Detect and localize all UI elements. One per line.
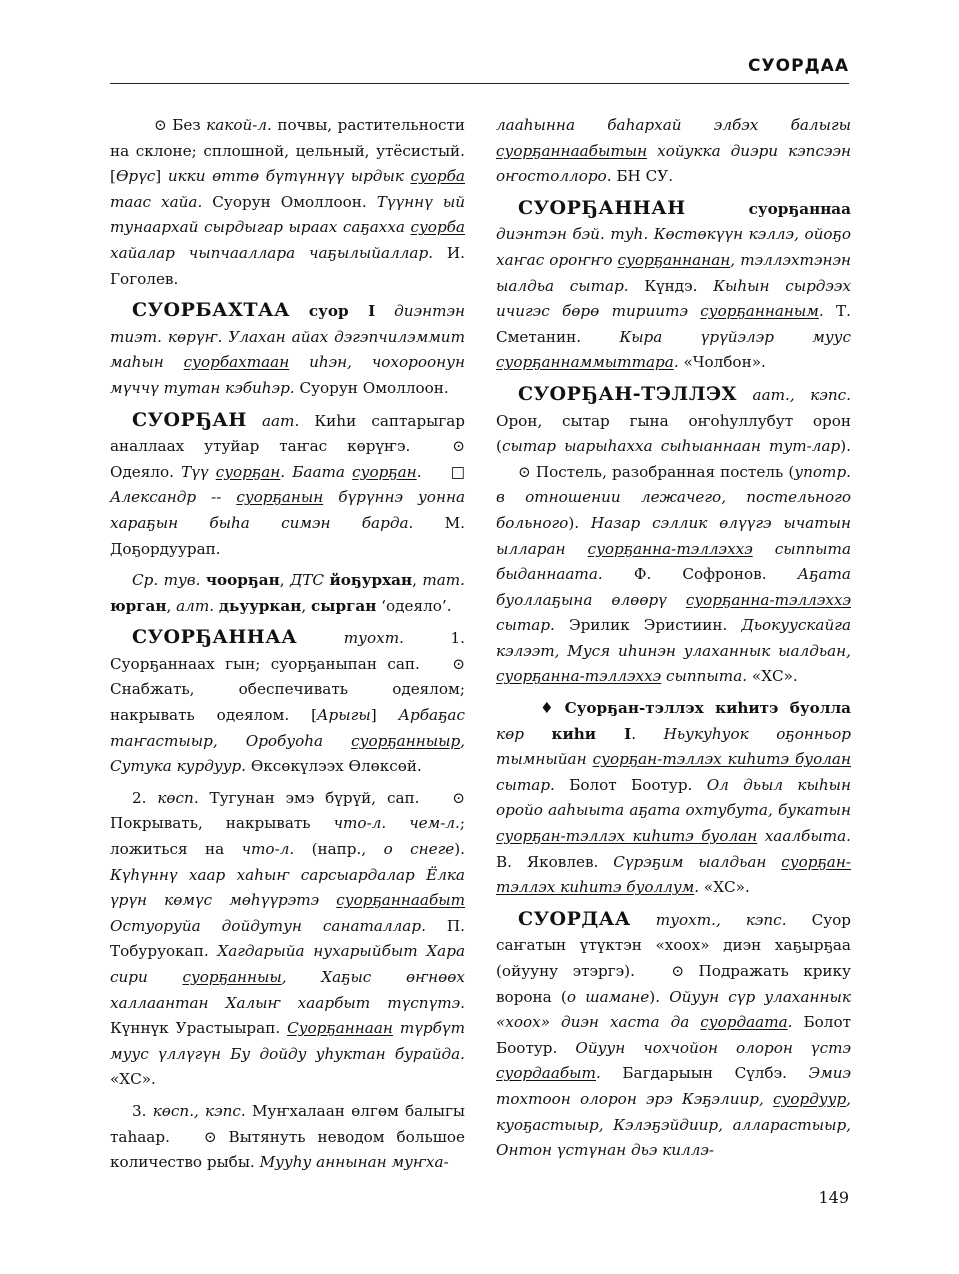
example-keyword-wrapper — [773, 1090, 846, 1108]
example-keyword-wrapper — [700, 1013, 787, 1031]
entry-text — [554, 699, 565, 717]
example-keyword: суорҕан — [215, 462, 281, 481]
italic-text: сытар. — [496, 775, 555, 794]
italic-text: что-л. чем-л. — [333, 814, 460, 833]
entry-text: ). — [568, 513, 591, 532]
entry-text: Т. Сметанин. — [496, 302, 851, 346]
example-keyword-wrapper — [184, 353, 290, 371]
italic-text: сыппыта. — [661, 667, 748, 686]
italic-text: Арыгы — [317, 706, 371, 725]
dictionary-entry — [110, 113, 465, 292]
entry-text: . — [631, 724, 664, 743]
italic-text: Ойуун сүр улаханнык «хоох» диэн хаста да — [496, 987, 851, 1032]
italic-text: тат. — [422, 571, 466, 590]
italic-text: Кыра үрүйэлэр муус — [619, 327, 851, 346]
italic-text: Арбаҕас таҥастыыр, Оробуоһа — [110, 706, 465, 750]
italic-text: сытар. — [496, 616, 555, 635]
entry-text: П. Тобуруокап. — [110, 916, 465, 961]
entry-text: Киһи саптарыгар аналлаах утуйар таҥас көрүҥэ. — [110, 411, 466, 456]
entry-text: ). — [454, 840, 466, 859]
example-keyword: суорҕаннанан — [617, 250, 731, 269]
entry-text: Тугунан эмэ бүрүй, сап. — [198, 788, 431, 807]
example-keyword-wrapper — [593, 750, 851, 768]
italic-text: употр. в отношении лежачего, постельного больного — [496, 462, 851, 532]
example-keyword: суорҕаннаным — [700, 302, 819, 321]
italic-text: лааһынна баһархай элбэх балыгы — [496, 116, 851, 134]
dictionary-entry — [496, 382, 851, 690]
entry-text: Ф. Софронов. — [602, 565, 798, 584]
entry-text: ] — [370, 706, 399, 725]
dictionary-entry — [496, 696, 851, 901]
italic-text: о снеге — [383, 840, 455, 859]
example-keyword: суорҕанна-тэллэххэ — [587, 539, 753, 558]
example-keyword-wrapper — [496, 142, 647, 160]
italic-text: Ньукуһуок оҕонньор тымныйан — [496, 724, 852, 769]
header-rule — [110, 83, 849, 84]
example-keyword: суордаата — [700, 1013, 788, 1032]
circled-dot-icon: ⊙ — [203, 1127, 217, 1146]
entry-text: Болот Боотур. — [496, 1013, 852, 1057]
entry-text — [686, 200, 749, 218]
italic-text: Назар сэллик өлүүгэ ычатын ылларан — [496, 513, 851, 558]
example-keyword: суорҕанна-тэллэххэ — [685, 590, 851, 609]
entry-text: Суор саҥатын үтүктэн «хоох» диэн хаҕырҕаа (ойууну этэргэ). — [496, 910, 852, 980]
example-keyword: суорҕаннаммыттара — [496, 353, 674, 372]
example-keyword: суорҕанныыр — [351, 731, 461, 750]
entry-text — [247, 412, 262, 430]
headword: СУОРҔАННАА — [132, 626, 298, 649]
entry-text: Күндэ. — [628, 276, 714, 295]
entry-text — [631, 911, 656, 929]
bold-term: Суорҕан-тэллэх киһитэ буолла — [564, 699, 851, 718]
circled-dot-icon: ⊙ — [452, 437, 465, 456]
italic-text: Кыһын сырдээх ичигэс бөрө тириитэ — [496, 276, 851, 321]
headword: СУОРБАХТАА — [132, 299, 290, 322]
example-keyword-wrapper — [182, 968, 281, 986]
entry-text: БН СУ. — [611, 167, 674, 186]
entry-text: М. Доҕордуурап. — [110, 513, 465, 558]
entry-text — [290, 302, 309, 320]
example-keyword-wrapper — [496, 1064, 596, 1082]
headword: СУОРҔАН-ТЭЛЛЭХ — [518, 382, 737, 405]
italic-text: Түүннү ый тунаархай сырдыгар ыраах саҕахха — [110, 192, 465, 237]
dictionary-entry — [110, 786, 465, 1093]
example-keyword: суорҕан-тэллэх киһитэ буолан — [496, 827, 758, 846]
example-keyword: суорҕанна-тэллэххэ — [496, 667, 662, 686]
entry-text — [422, 463, 429, 481]
headword: СУОРҔАННАН — [518, 196, 686, 219]
italic-text: ДТС — [289, 571, 325, 590]
entry-text: Одеяло. — [110, 462, 182, 481]
example-keyword: суорба — [410, 167, 465, 186]
entry-text — [737, 386, 753, 404]
example-keyword-wrapper — [216, 463, 281, 481]
example-keyword: суорбахтаан — [183, 353, 290, 372]
entry-text: «ХС». — [747, 667, 798, 686]
entry-text: Суорун Омоллоон. — [294, 378, 449, 397]
italic-text: хойукка диэри кэпсээн оҥостоллоро. — [496, 141, 851, 186]
italic-text: туохт. — [343, 629, 404, 648]
entry-text: Эрилик Эристиин. — [554, 616, 742, 635]
italic-text: . — [787, 1013, 793, 1032]
right-column — [496, 113, 851, 1170]
example-keyword-wrapper — [496, 827, 757, 845]
square-icon: □ — [450, 462, 466, 481]
entry-text: «ХС». — [110, 1070, 156, 1089]
entry-text: Подражать крику ворона ( — [496, 962, 851, 1006]
example-keyword-wrapper — [686, 591, 851, 609]
running-head: СУОРДАА — [748, 56, 849, 76]
example-keyword-wrapper — [236, 488, 323, 506]
dictionary-entry — [110, 568, 465, 619]
dictionary-entry — [110, 625, 465, 780]
italic-text: икки өттө бүтүннүү ырдык — [167, 167, 411, 186]
italic-text: , Хаҕыс өҥнөөх халлаантан Халыҥ хаарбыт түспүтэ. — [110, 968, 465, 1012]
entry-text: ; ложиться на — [110, 814, 465, 859]
dictionary-entry — [110, 408, 465, 563]
entry-text: Без — [166, 116, 207, 134]
italic-text: сыппыта быданнаата. — [496, 539, 851, 584]
italic-text: Өрүс — [115, 167, 156, 186]
bold-term: суорҕаннаа — [748, 199, 851, 218]
italic-text: бүрүннэ уонна хараҕын быһа симэн барда. — [110, 488, 466, 532]
entry-text: «Чолбон». — [678, 353, 766, 372]
italic-text: көсп., кэпс. — [152, 1101, 246, 1120]
example-keyword-wrapper — [496, 353, 674, 371]
example-keyword: суордаабыт — [496, 1064, 596, 1083]
example-keyword: суорҕан — [352, 462, 417, 481]
italic-text: . Баата — [280, 462, 353, 481]
entry-text: ). — [649, 987, 670, 1006]
italic-text: алт. — [176, 596, 215, 615]
entry-text — [375, 302, 394, 320]
entry-text: «ХС». — [699, 878, 750, 897]
entry-text: Өксөкүлээх Өлөксөй. — [246, 757, 422, 776]
example-keyword: суорҕаннаабыт — [336, 891, 465, 910]
entry-text: 3. — [132, 1101, 153, 1120]
entry-text: Орон, сытар гына оҥоһуллубут орон ( — [496, 411, 851, 456]
bold-term: суор I — [308, 302, 376, 321]
bold-term: киһи I — [551, 724, 632, 743]
italic-text: . — [673, 353, 679, 372]
entry-text: В. Яковлев. — [496, 852, 614, 871]
example-keyword-wrapper — [588, 540, 753, 558]
entry-text: Болот Боотур. — [554, 775, 707, 794]
example-keyword: суорҕаннаабытын — [496, 141, 648, 160]
entry-text: 1. Суорҕаннаах гын; суорҕаныпан сап. — [110, 629, 465, 673]
entry-text: Муҥхалаан өлгөм балыгы таһаар. — [110, 1101, 465, 1146]
entry-text: 2. — [132, 788, 158, 807]
italic-text: көр — [496, 724, 524, 743]
italic-text: . — [416, 462, 422, 481]
entry-text: , — [279, 571, 290, 590]
entry-text — [297, 629, 344, 647]
circled-dot-icon: ⊙ — [518, 462, 531, 481]
circled-dot-icon: ⊙ — [154, 116, 167, 134]
entry-text — [524, 725, 552, 743]
left-column — [110, 113, 465, 1182]
italic-text: Ол дьыл кыһын оройо ааһыыта аҕата охтубута, букатын — [496, 775, 851, 820]
example-keyword: суорба — [410, 218, 465, 237]
dictionary-entry — [110, 1099, 465, 1176]
italic-text: Ойуун чохчойон олорон үстэ — [575, 1038, 851, 1057]
example-keyword-wrapper — [410, 167, 465, 185]
italic-text: Остуоруйа дойдутун санаталлар. — [110, 916, 426, 935]
italic-text: Эмиэ тохтоон олорон эрэ Кэҕэлиир, — [496, 1064, 851, 1108]
entry-text: , — [301, 596, 311, 615]
dictionary-entry — [496, 113, 851, 190]
italic-text: диэнтэн бэй. туһ. Көстөкүүн кэллэ, ойоҕо хаҥас ороҥҥо — [496, 225, 851, 269]
entry-text: почвы, растительности на склоне; сплошной, цельный, утёсистый. [ — [110, 116, 466, 186]
italic-text: сытар ыарыһахха сыһыаннаан тут-лар — [501, 437, 841, 456]
entry-text: Күннүк Урастыырап. — [110, 1019, 288, 1038]
bold-term: йоҕурхан — [329, 571, 413, 590]
italic-text: аат. — [261, 411, 300, 430]
headword: СУОРҔАН — [132, 408, 247, 431]
dictionary-entry — [496, 907, 851, 1164]
circled-dot-icon: ⊙ — [452, 788, 465, 807]
italic-text: Түү — [181, 462, 216, 481]
italic-text: Күһүннү хаар хаһыҥ сарсыардалар Ёлка үрүн көмүс мөһүүрэтэ — [110, 865, 465, 910]
entry-text: ‘одеяло’. — [376, 596, 452, 615]
example-keyword-wrapper — [410, 218, 465, 236]
entry-text: ] — [155, 167, 168, 186]
bold-term: сырган — [311, 596, 377, 615]
bold-term: чоорҕан — [205, 571, 280, 590]
italic-text: о шамане — [566, 987, 650, 1006]
italic-text: какой-л. — [206, 116, 272, 134]
italic-text: . — [818, 302, 824, 321]
italic-text: , тэллэхтэнэн ыалдьа сытар. — [496, 250, 851, 295]
italic-text: . — [694, 878, 700, 897]
example-keyword-wrapper — [351, 732, 460, 750]
italic-text: Ср. тув. — [132, 571, 201, 590]
diamond-icon: ♦ — [540, 699, 554, 718]
italic-text: Александр -- — [110, 488, 237, 507]
italic-text: Мууһу аннынан муҥха- — [259, 1153, 449, 1172]
example-keyword: суорҕан-тэллэх киһитэ буолан — [592, 750, 851, 769]
italic-text: аат., кэпс. — [752, 385, 851, 404]
example-keyword-wrapper — [352, 463, 417, 481]
entry-text: ). — [840, 437, 851, 456]
example-keyword-wrapper — [336, 891, 465, 909]
circled-dot-icon: ⊙ — [671, 962, 685, 980]
italic-text: диэнтэн тиэт. көрүҥ. Улахан айах дэгэпчилэммит маһын — [110, 302, 465, 372]
italic-text: , куоҕастыыр, Кэлэҕэйдиир, алларастыыр, Онтон үстүнан дьэ киллэ- — [496, 1089, 851, 1160]
circled-dot-icon: ⊙ — [452, 654, 465, 673]
example-keyword: суордуур — [773, 1089, 847, 1108]
italic-text: таас хайа. — [110, 192, 203, 211]
italic-text: , Сутука курдуур. — [110, 731, 465, 776]
entry-text: Суорун Омоллоон. — [202, 192, 377, 211]
example-keyword: суорҕанныы — [182, 968, 282, 986]
dictionary-entry — [496, 196, 851, 376]
italic-text: . — [595, 1064, 601, 1083]
italic-text: Аҕата буоллаҕына өлөөрү — [496, 565, 851, 609]
dictionary-entry — [110, 298, 465, 401]
italic-text: хайалар чыпчааллара чаҕылыйаллар. — [110, 243, 434, 262]
headword: СУОРДАА — [518, 907, 631, 930]
entry-text: Багдарыын Сүлбэ. — [600, 1064, 809, 1083]
italic-text: көсп. — [157, 788, 199, 807]
example-keyword-wrapper — [700, 302, 819, 320]
italic-text: иһэн, чохороонун мүччү тутан кэбиһэр. — [110, 353, 465, 397]
example-keyword: Суорҕаннаан — [287, 1019, 393, 1038]
entry-text: Снабжать, обеспечивать одеялом; накрывать одеялом. [ — [110, 680, 465, 725]
example-keyword: суорҕан-тэллэх киһитэ буоллум — [496, 852, 851, 897]
bold-term: дьууркан — [218, 596, 302, 615]
italic-text: туохт., кэпс. — [655, 910, 787, 929]
entry-text: И. Гоголев. — [110, 243, 465, 288]
entry-text: (напр., — [294, 840, 384, 859]
example-keyword-wrapper — [287, 1019, 393, 1037]
entry-text: , — [166, 596, 177, 615]
example-keyword: суорҕанын — [236, 488, 324, 507]
entry-text: , — [412, 571, 423, 590]
bold-term: юрган — [110, 596, 167, 615]
entry-text: Вытянуть неводом большое количество рыбы. — [110, 1127, 465, 1172]
page-number: 149 — [818, 1188, 849, 1207]
entry-text: Постель, разобранная постель ( — [530, 462, 795, 481]
example-keyword-wrapper — [496, 667, 661, 685]
entry-text: Покрывать, накрывать — [110, 814, 334, 833]
italic-text: что-л. — [241, 840, 295, 859]
example-keyword-wrapper — [618, 251, 731, 269]
italic-text: Хагдарыйа нухарыйбыт Хара сири — [110, 942, 465, 986]
italic-text: Дьокуускайга кэлээт, Муся иһинэн улаханнык ыалдьан, — [496, 616, 851, 660]
italic-text: хаалбыта. — [757, 827, 851, 846]
italic-text: Сүрэҕим ыалдьан — [613, 852, 782, 871]
italic-text: түрбүт муус үллүгүн Бу дойду уһуктан бурайда. — [110, 1019, 465, 1063]
